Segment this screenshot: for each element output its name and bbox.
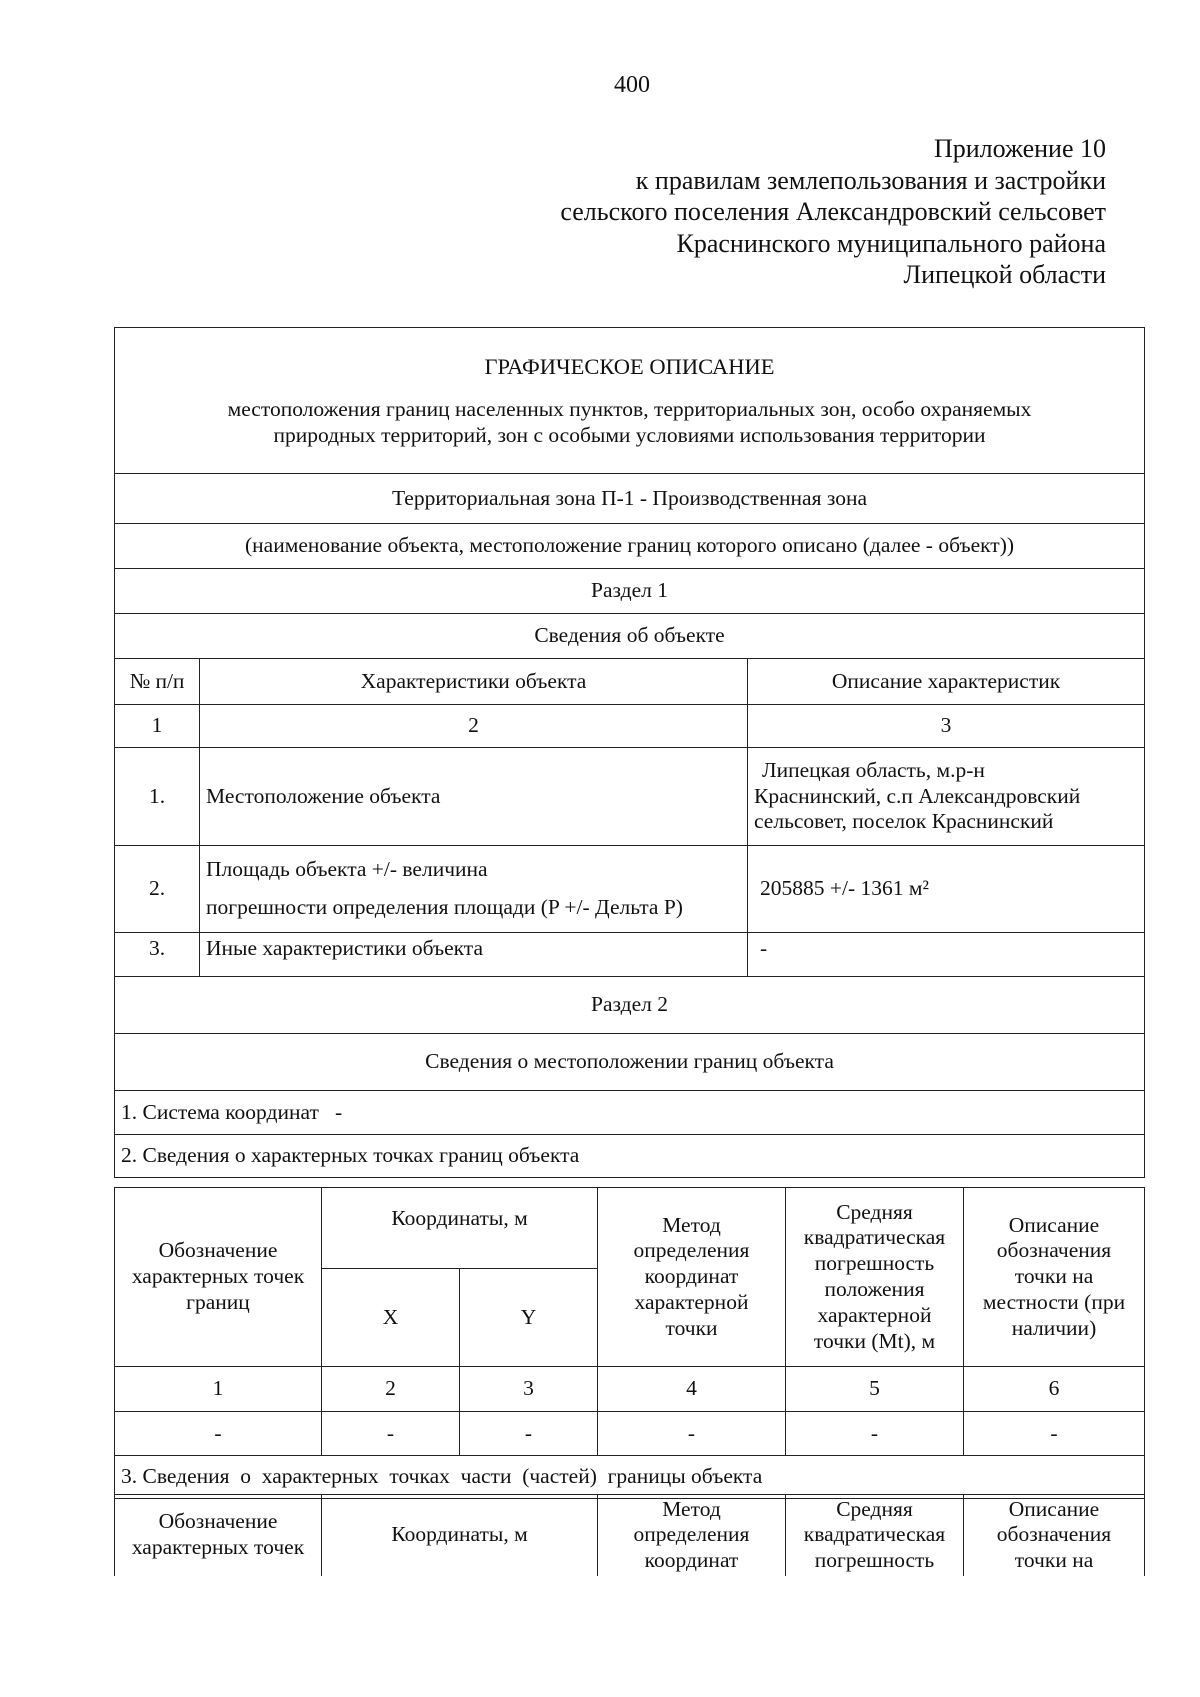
header-line: характерной <box>817 1302 932 1327</box>
header-line: координат <box>644 1548 739 1573</box>
column-number: 1 <box>115 1367 322 1412</box>
section2-subtitle-row <box>115 1034 1145 1091</box>
error-header <box>786 1188 964 1367</box>
column-number: 3 <box>460 1367 598 1412</box>
document-subtitle-line: природных территорий, зон с особыми условиями использования территории <box>273 423 986 447</box>
header-line: определения <box>633 1522 750 1547</box>
point-designation-header <box>115 1495 322 1576</box>
title-row <box>115 328 1145 474</box>
description-line: Липецкая область, м.р-н <box>762 757 985 782</box>
header-line: характерных точек <box>131 1264 305 1289</box>
header-line: Средняя <box>836 1199 913 1224</box>
row-number: 1. <box>115 748 200 846</box>
section2-title-row <box>115 977 1145 1034</box>
header-line: точки на <box>1014 1264 1094 1289</box>
row-characteristic: Местоположение объекта <box>200 748 748 846</box>
header-line: характерной <box>634 1289 749 1314</box>
column-number: 1 <box>115 705 200 748</box>
header-line: Обозначение <box>158 1238 278 1263</box>
header-line: определения <box>633 1238 750 1263</box>
section1-subtitle: Сведения об объекте <box>115 614 1145 659</box>
points-heading: 2. Сведения о характерных точках границ объекта <box>115 1135 1145 1178</box>
header-line: наличии) <box>1011 1315 1097 1340</box>
header-line: границ <box>186 1289 250 1314</box>
header-line: положения <box>824 1277 925 1301</box>
column-number: 4 <box>598 1367 786 1412</box>
error-header <box>786 1495 964 1576</box>
column-number: 5 <box>786 1367 964 1412</box>
title-cell <box>115 328 1145 474</box>
header-line: точки на <box>1014 1548 1094 1573</box>
table-row <box>115 748 1145 846</box>
points-header-row <box>115 1188 1145 1269</box>
column-number: 2 <box>200 705 748 748</box>
x-header: X <box>322 1269 460 1367</box>
header-line: обозначения <box>996 1522 1112 1547</box>
table-row <box>115 846 1145 933</box>
row-number: 3. <box>115 933 200 977</box>
table-row <box>115 1412 1145 1456</box>
page-number: 400 <box>614 72 650 98</box>
points-heading-row <box>115 1135 1145 1178</box>
appendix-line: Краснинского муниципального района <box>676 228 1106 258</box>
header-line: квадратическая <box>803 1225 946 1250</box>
object-name-caption: (наименование объекта, местоположение границ которого описано (далее - объект)) <box>115 524 1145 569</box>
object-name-row <box>115 474 1145 524</box>
section1-number-row <box>115 705 1145 748</box>
header-line: Метод <box>662 1212 721 1237</box>
table-cell: - <box>964 1412 1145 1456</box>
header-line: погрешность <box>814 1548 935 1573</box>
coordinates-header: Координаты, м <box>322 1495 598 1576</box>
point-description-header <box>964 1495 1145 1576</box>
column-number: 6 <box>964 1367 1145 1412</box>
column-number: 3 <box>748 705 1145 748</box>
description-line: Краснинский, с.п Александровский <box>754 783 1081 808</box>
table-cell: - <box>786 1412 964 1456</box>
header-line: точки <box>665 1315 718 1340</box>
row-description <box>748 748 1145 846</box>
header-line: Описание <box>1008 1212 1100 1237</box>
point-description-header <box>964 1188 1145 1367</box>
parts-header-row <box>115 1495 1145 1576</box>
appendix-header <box>560 133 1106 291</box>
section1-header-row <box>115 659 1145 705</box>
section2-subtitle: Сведения о местоположении границ объекта <box>115 1034 1145 1091</box>
header-line: квадратическая <box>803 1522 946 1547</box>
column-header: № п/п <box>115 659 200 705</box>
section1-title: Раздел 1 <box>115 569 1145 614</box>
table-cell: - <box>598 1412 786 1456</box>
object-name: Территориальная зона П-1 - Производственная зона <box>115 474 1145 524</box>
header-line: местности (при <box>982 1289 1126 1314</box>
column-number: 2 <box>322 1367 460 1412</box>
header-line: Обозначение <box>158 1509 278 1534</box>
part-points-table <box>114 1494 1145 1576</box>
header-line: Средняя <box>836 1496 913 1521</box>
boundary-points-table <box>114 1187 1145 1499</box>
header-line: координат <box>644 1264 739 1289</box>
characteristic-line: Площадь объекта +/- величина <box>206 857 488 882</box>
y-header: Y <box>460 1269 598 1367</box>
section2-title: Раздел 2 <box>115 977 1145 1034</box>
row-characteristic: Иные характеристики объекта <box>200 933 748 977</box>
method-header <box>598 1188 786 1367</box>
parts-heading: 3. Сведения о характерных точках части (частей) границы объекта <box>115 1456 1145 1499</box>
coord-system: 1. Система координат - <box>115 1091 1145 1135</box>
characteristic-line: погрешности определения площади (P +/- Дельта P) <box>206 895 683 919</box>
description-table <box>114 327 1145 1178</box>
document-subtitle-line: местоположения границ населенных пунктов, территориальных зон, особо охраняемых <box>227 397 1032 421</box>
parts-heading-row <box>115 1456 1145 1499</box>
document-title: ГРАФИЧЕСКОЕ ОПИСАНИЕ <box>484 354 775 379</box>
appendix-line: Липецкой области <box>903 260 1106 289</box>
section1-subtitle-row <box>115 614 1145 659</box>
header-line: характерных точек <box>131 1535 305 1560</box>
coord-system-row <box>115 1091 1145 1135</box>
row-characteristic <box>200 846 748 933</box>
points-number-row <box>115 1367 1145 1412</box>
row-number: 2. <box>115 846 200 933</box>
object-caption-row <box>115 524 1145 569</box>
column-header: Описание характеристик <box>748 659 1145 705</box>
table-cell: - <box>460 1412 598 1456</box>
header-line: погрешность <box>814 1251 935 1276</box>
header-line: точки (Mt), м <box>813 1328 936 1353</box>
table-cell: - <box>115 1412 322 1456</box>
header-line: обозначения <box>996 1238 1112 1263</box>
appendix-line: сельского поселения Александровский сельсовет <box>560 197 1106 226</box>
coordinates-header: Координаты, м <box>322 1188 598 1269</box>
appendix-line: к правилам землепользования и застройки <box>635 165 1106 195</box>
section1-title-row <box>115 569 1145 614</box>
method-header <box>598 1495 786 1576</box>
point-designation-header <box>115 1188 322 1367</box>
appendix-line: Приложение 10 <box>933 134 1106 163</box>
column-header: Характеристики объекта <box>200 659 748 705</box>
table-cell: - <box>322 1412 460 1456</box>
header-line: Метод <box>662 1496 721 1521</box>
header-line: Описание <box>1008 1496 1100 1521</box>
row-description: 205885 +/- 1361 м² <box>748 846 1145 933</box>
row-description: - <box>748 933 1145 977</box>
table-row <box>115 933 1145 977</box>
description-line: сельсовет, поселок Краснинский <box>754 809 1054 834</box>
